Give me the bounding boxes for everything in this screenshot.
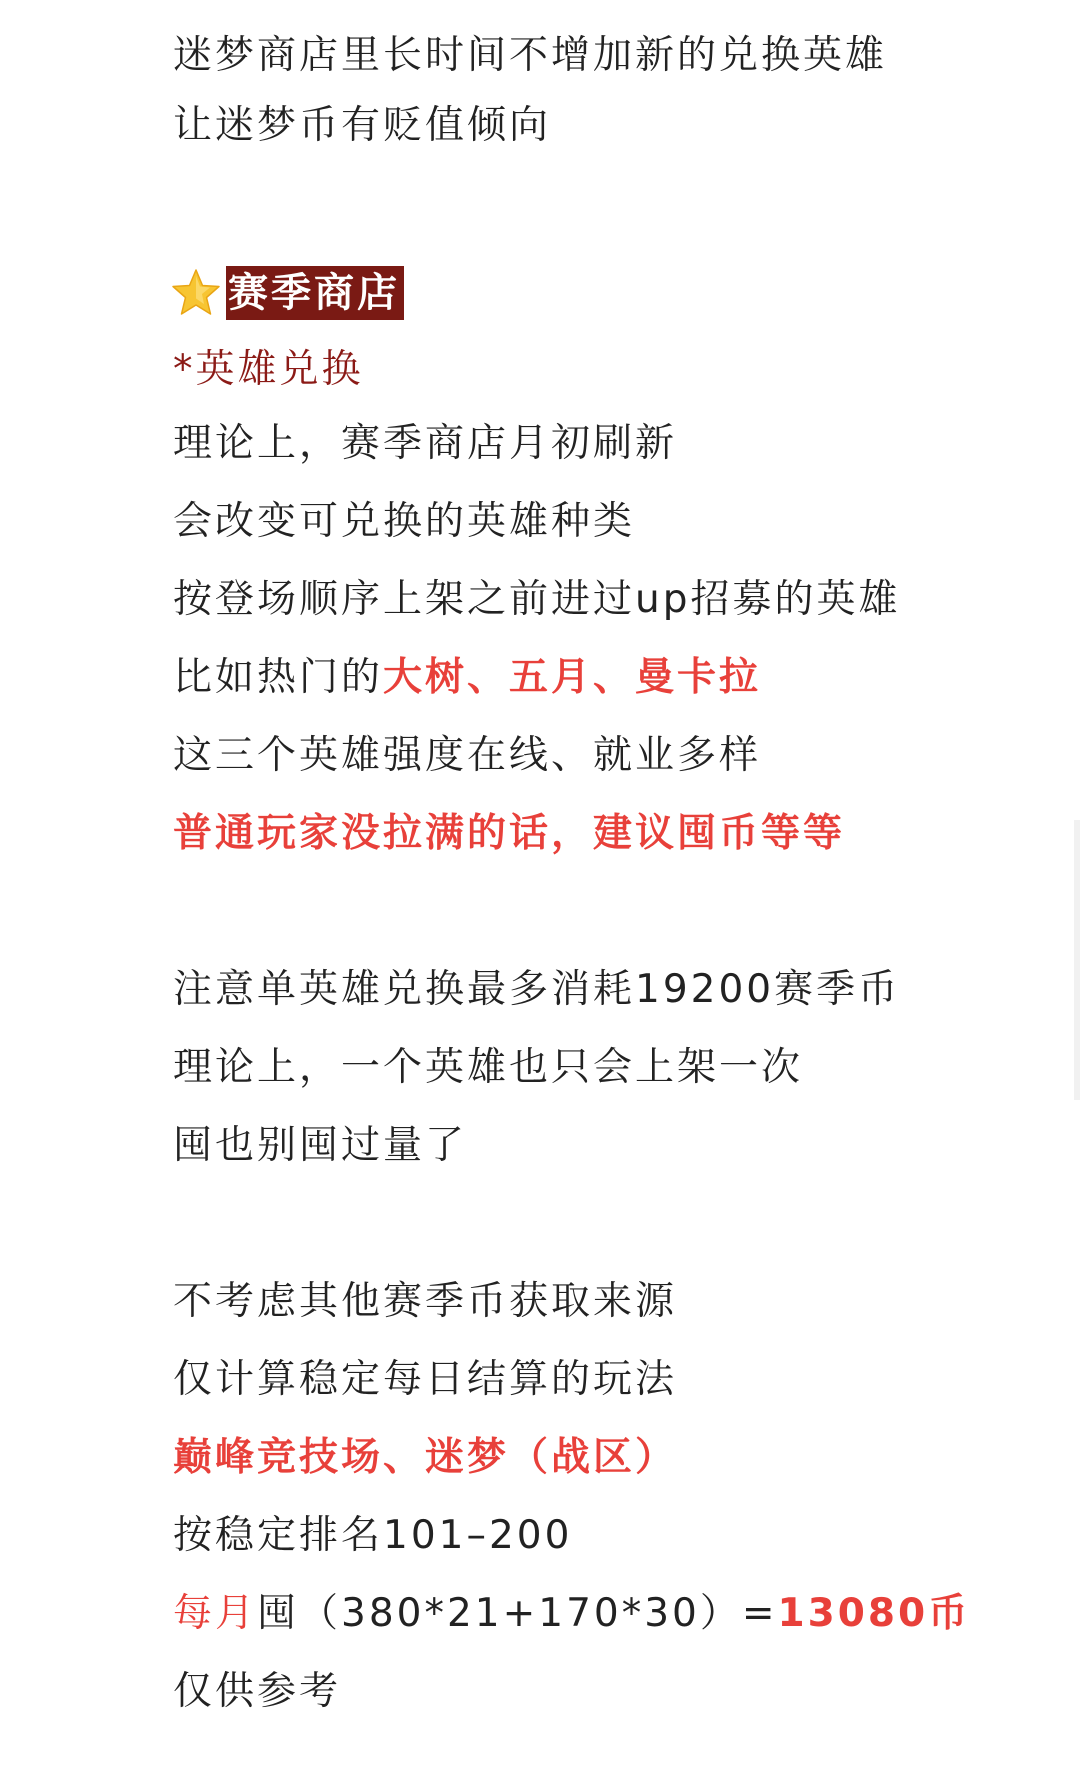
text-line: 囤也别囤过量了 (173, 1123, 468, 1168)
section-title: 赛季商店 (226, 266, 404, 320)
hero-names: 大树、五月、曼卡拉 (383, 655, 762, 700)
calc-result: 13080币 (777, 1591, 971, 1636)
rank-line: 按稳定排名101–200 (173, 1513, 573, 1558)
text-line: 仅计算稳定每日结算的玩法 (173, 1357, 678, 1402)
calc-formula: 囤（380*21+170*30）= (257, 1591, 778, 1636)
calc-label: 每月 (173, 1591, 258, 1636)
section-heading (170, 265, 404, 321)
modes-line: 巅峰竞技场、迷梦（战区） (173, 1435, 678, 1480)
text-line: 不考虑其他赛季币获取来源 (173, 1279, 678, 1324)
footer-line: 仅供参考 (173, 1669, 342, 1714)
text-line: 注意单英雄兑换最多消耗19200赛季币 (173, 967, 901, 1012)
text-line: 这三个英雄强度在线、就业多样 (173, 733, 762, 778)
advice-line: 普通玩家没拉满的话，建议囤币等等 (173, 811, 846, 856)
star-icon (170, 267, 222, 319)
text-line: 理论上，赛季商店月初刷新 (173, 421, 678, 466)
section-subtitle: *英雄兑换 (173, 347, 364, 392)
text-line: 理论上，一个英雄也只会上架一次 (173, 1045, 804, 1090)
text-line: 迷梦商店里长时间不增加新的兑换英雄 (173, 33, 888, 78)
heroes-prefix: 比如热门的 (173, 655, 384, 700)
text-line: 会改变可兑换的英雄种类 (173, 499, 636, 544)
text-line: 让迷梦币有贬值倾向 (173, 103, 552, 148)
text-line: 按登场顺序上架之前进过up招募的英雄 (173, 577, 901, 622)
scroll-edge (1074, 820, 1080, 1100)
calc-line (173, 1586, 970, 1642)
heroes-line (173, 650, 761, 706)
